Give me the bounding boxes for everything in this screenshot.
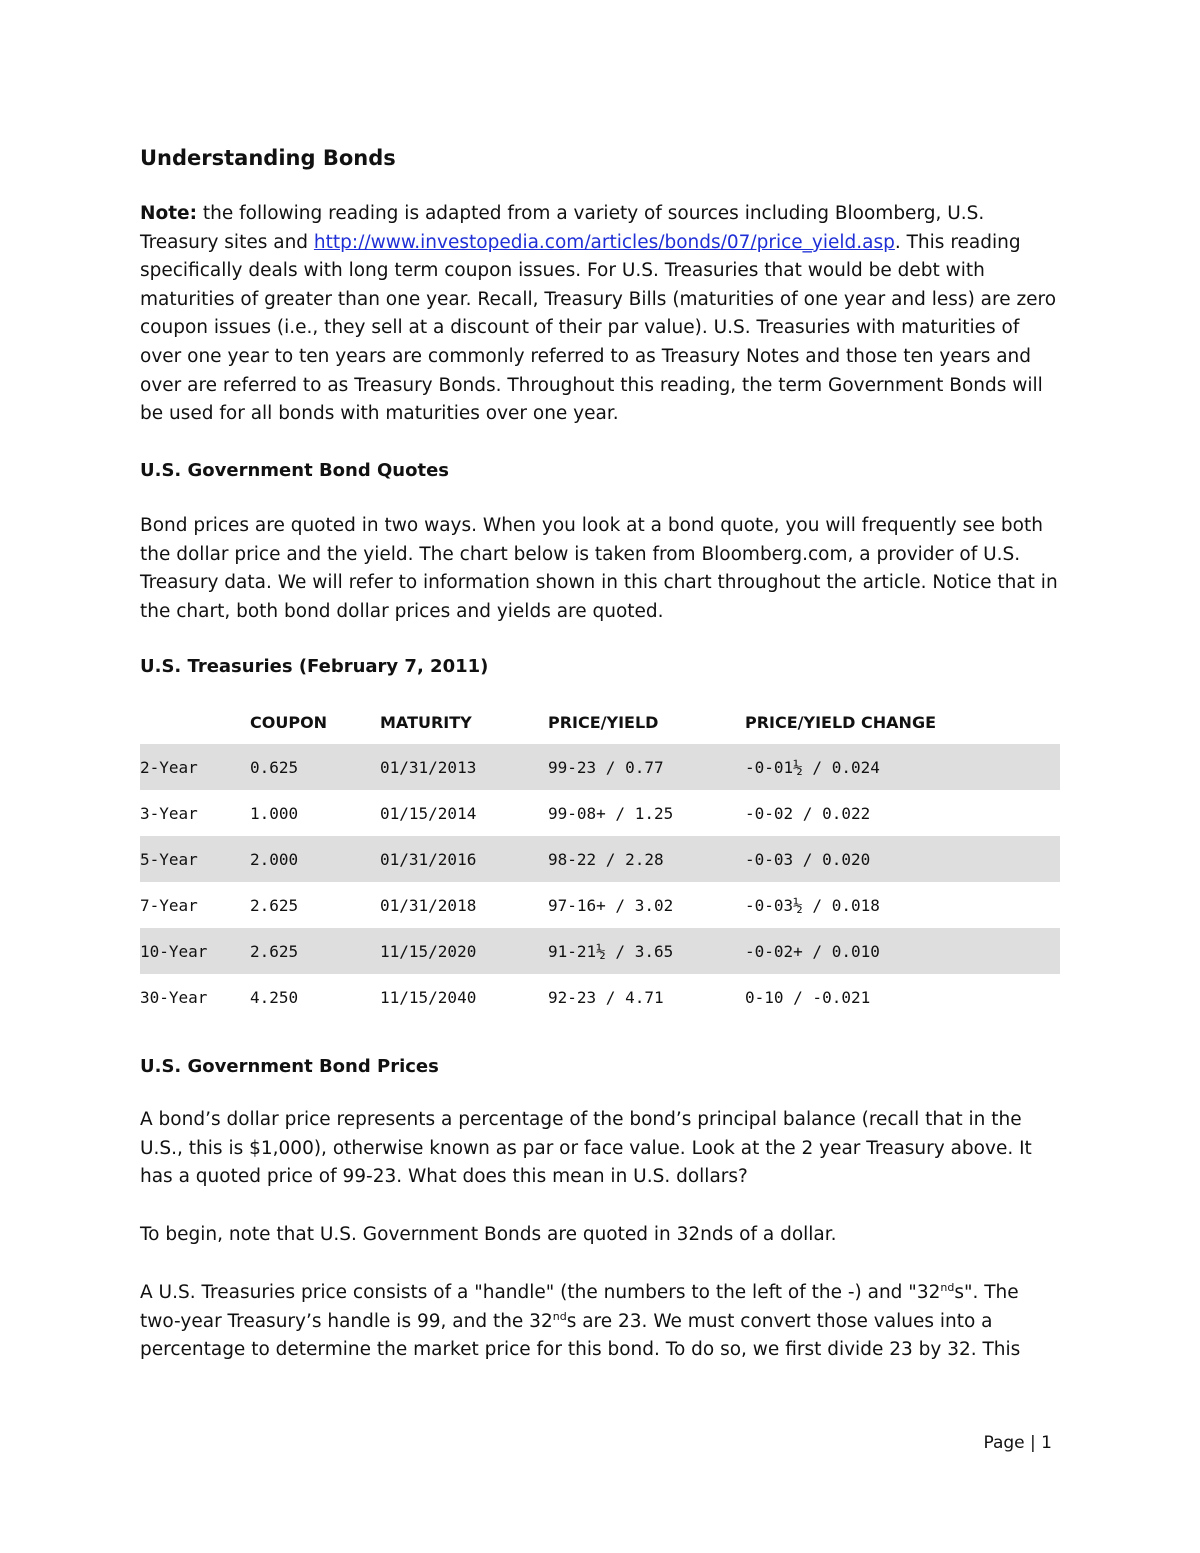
handle-text-part-2: s". The two-year Treasury’s handle is 99, and the 32 — [140, 1282, 1019, 1332]
table-header-row — [140, 700, 1060, 744]
price-yield-cell: 97-16+ / 3.02 — [548, 895, 674, 915]
treasuries-table — [140, 700, 1060, 1020]
page-footer — [983, 1433, 1052, 1453]
page-separator: | — [1030, 1433, 1036, 1453]
ordinal-suffix: nd — [552, 1309, 567, 1323]
column-header-maturity: MATURITY — [380, 712, 472, 732]
table-row — [140, 744, 1060, 790]
note-label: Note: — [140, 203, 197, 224]
coupon-cell: 2.625 — [250, 895, 299, 915]
maturity-cell: 11/15/2040 — [380, 987, 477, 1007]
price-yield-change-cell: 0-10 / -0.021 — [745, 987, 871, 1007]
table-row — [140, 928, 1060, 974]
price-yield-cell: 92-23 / 4.71 — [548, 987, 664, 1007]
document-title: Understanding Bonds — [140, 146, 396, 170]
intro-paragraph — [140, 200, 1060, 429]
handle-text-part-1: A U.S. Treasuries price consists of a "handle" (the numbers to the left of the -) and "32 — [140, 1282, 941, 1303]
maturity-cell: 01/31/2018 — [380, 895, 477, 915]
term-cell: 2-Year — [140, 744, 250, 790]
price-yield-cell: 91-21½ / 3.65 — [548, 928, 745, 974]
treasuries-heading: U.S. Treasuries (February 7, 2011) — [140, 656, 489, 677]
term-cell: 3-Year — [140, 803, 198, 823]
price-yield-change-cell: -0-03½ / 0.018 — [745, 895, 880, 915]
price-yield-cell: 99-08+ / 1.25 — [548, 803, 674, 823]
document-page — [140, 0, 1060, 1553]
maturity-cell: 11/15/2020 — [380, 928, 548, 974]
term-cell: 7-Year — [140, 895, 198, 915]
maturity-cell: 01/15/2014 — [380, 803, 477, 823]
price-yield-change-cell: -0-02 / 0.022 — [745, 803, 871, 823]
term-cell: 30-Year — [140, 987, 208, 1007]
coupon-cell: 1.000 — [250, 803, 299, 823]
column-header-price-yield: PRICE/YIELD — [548, 712, 659, 732]
price-yield-change-cell: -0-02+ / 0.010 — [745, 928, 1060, 974]
prices-heading: U.S. Government Bond Prices — [140, 1056, 439, 1077]
table-row — [140, 790, 1060, 836]
table-row — [140, 882, 1060, 928]
page-number: 1 — [1041, 1433, 1052, 1453]
table-row — [140, 974, 1060, 1020]
table-row — [140, 836, 1060, 882]
price-yield-change-cell: -0-03 / 0.020 — [745, 836, 1060, 882]
page-label: Page — [983, 1433, 1025, 1453]
price-yield-cell: 99-23 / 0.77 — [548, 744, 745, 790]
quotes-heading: U.S. Government Bond Quotes — [140, 460, 450, 481]
handle-text-part-3: s are 23. We must convert those values into a percentage to determine the market price for this bond. To do so, we first divide 23 by 32. This — [140, 1310, 1021, 1361]
prices-paragraph-2: To begin, note that U.S. Government Bonds are quoted in 32nds of a dollar. — [140, 1224, 837, 1245]
coupon-cell: 2.625 — [250, 928, 380, 974]
intro-text-before-link: the following reading is adapted from a variety of sources including Bloomberg, U.S. Treasury sites and — [140, 203, 985, 253]
column-header-price-yield-change: PRICE/YIELD CHANGE — [745, 712, 936, 732]
coupon-cell: 4.250 — [250, 987, 299, 1007]
intro-text-after-link: . This reading specifically deals with long term coupon issues. For U.S. Treasuries that would be debt with maturities of greater than one year. Recall, Treasury Bills (maturities of one year and less) are zero coupon issues (i.e., they sell at a discount of their par value). U.S. Treasuries with maturities of over one year to ten years are commonly referred to as Treasury Notes and those ten years and over are referred to as Treasury Bonds. Throughout this reading, the term Government Bonds will be used for all bonds with maturities over one year. — [140, 231, 1057, 425]
price-yield-cell: 98-22 / 2.28 — [548, 836, 745, 882]
price-yield-change-cell: -0-01½ / 0.024 — [745, 744, 1060, 790]
prices-paragraph-1: A bond’s dollar price represents a percentage of the bond’s principal balance (recall that in the U.S., this is $1,000), otherwise known as par or face value. Look at the 2 year Treasury above. It has a quoted price of 99-23. What does this mean in U.S. dollars? — [140, 1109, 1032, 1188]
investopedia-link[interactable]: http://www.investopedia.com/articles/bonds/07/price_yield.asp — [313, 231, 895, 253]
maturity-cell: 01/31/2013 — [380, 744, 548, 790]
column-header-coupon: COUPON — [250, 712, 328, 732]
term-cell: 5-Year — [140, 836, 250, 882]
coupon-cell: 2.000 — [250, 836, 380, 882]
maturity-cell: 01/31/2016 — [380, 836, 548, 882]
column-header — [140, 700, 250, 744]
ordinal-suffix: nd — [940, 1280, 955, 1294]
prices-paragraph-3 — [140, 1279, 1060, 1365]
quotes-paragraph: Bond prices are quoted in two ways. When you look at a bond quote, you will frequently see both the dollar price and the yield. The chart below is taken from Bloomberg.com, a provider of U.S. Treasury data. We will refer to information shown in this chart throughout the article. Notice that in the chart, both bond dollar prices and yields are quoted. — [140, 515, 1058, 622]
term-cell: 10-Year — [140, 928, 250, 974]
coupon-cell: 0.625 — [250, 744, 380, 790]
